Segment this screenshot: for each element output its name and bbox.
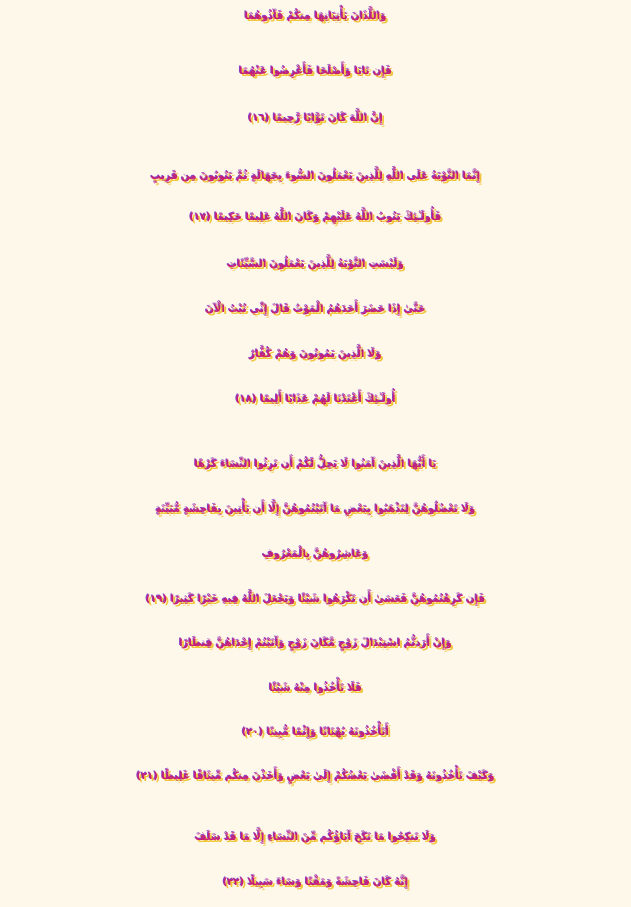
- verse-line: فَلَا تَأْخُذُوا مِنْهُ شَيْئًا: [269, 683, 362, 694]
- verse-line: وَلَيْسَتِ التَّوْبَةُ لِلَّذِينَ يَعْمَلُونَ السَّيِّئَاتِ: [227, 259, 404, 270]
- verse-line: وَلَا تَنكِحُوا مَا نَكَحَ آبَاؤُكُم مِّنَ النِّسَاءِ إِلَّا مَا قَدْ سَلَفَ: [194, 832, 437, 843]
- verse-line: أَتَأْخُذُونَهُ بُهْتَانًا وَإِثْمًا مُّبِينًا (٢٠): [241, 727, 389, 738]
- verse-line: فَأُولَـٰئِكَ يَتُوبُ اللَّهُ عَلَيْهِمْ وَكَانَ اللَّهُ عَلِيمًا حَكِيمًا (١٧): [189, 212, 442, 223]
- verse-line: يَا أَيُّهَا الَّذِينَ آمَنُوا لَا يَحِلُّ لَكُمْ أَن تَرِثُوا النِّسَاءَ كَرْهًا: [194, 459, 437, 470]
- verse-line: أُولَـٰئِكَ أَعْتَدْنَا لَهُمْ عَذَابًا أَلِيمًا (١٨): [235, 394, 396, 405]
- verse-line: إِنَّ اللَّهَ كَانَ تَوَّابًا رَّحِيمًا (١٦): [248, 113, 383, 124]
- verse-line: وَاللَّذَانَ يَأْتِيَانِهَا مِنكُمْ فَآذُوهُمَا: [244, 11, 387, 22]
- verse-line: وَلَا تَعْضُلُوهُنَّ لِتَذْهَبُوا بِبَعْضِ مَا آتَيْتُمُوهُنَّ إِلَّا أَن يَأْتِينَ بِفَاحِشَةٍ مُّبَيِّنَةٍ: [155, 504, 476, 515]
- verse-line: وَكَيْفَ تَأْخُذُونَهُ وَقَدْ أَفْضَىٰ بَعْضُكُمْ إِلَىٰ بَعْضٍ وَأَخَذْنَ مِنكُم مِّيثَاقًا غَلِيظًا (٢١): [136, 771, 495, 782]
- verse-line: فَإِن كَرِهْتُمُوهُنَّ فَعَسَىٰ أَن تَكْرَهُوا شَيْئًا وَيَجْعَلَ اللَّهُ فِيهِ خَيْرًا كَثِيرًا (١٩): [145, 594, 486, 605]
- verse-line: إِنَّهُ كَانَ فَاحِشَةً وَمَقْتًا وَسَاءَ سَبِيلًا (٢٢): [222, 877, 409, 888]
- verse-line: وَعَاشِرُوهُنَّ بِالْمَعْرُوفِ: [262, 549, 369, 560]
- verse-line: وَلَا الَّذِينَ يَمُوتُونَ وَهُمْ كُفَّارٌ: [249, 349, 382, 360]
- verse-line: وَإِنْ أَرَدتُّمُ اسْتِبْدَالَ زَوْجٍ مَّكَانَ زَوْجٍ وَآتَيْتُمْ إِحْدَاهُنَّ قِنطَارًا: [179, 638, 452, 649]
- verse-line: إِنَّمَا التَّوْبَةُ عَلَى اللَّهِ لِلَّذِينَ يَعْمَلُونَ السُّوءَ بِجَهَالَةٍ ثُمَّ يَتُوبُونَ مِن قَرِيبٍ: [150, 171, 481, 182]
- verse-line: حَتَّىٰ إِذَا حَضَرَ أَحَدَهُمُ الْمَوْتُ قَالَ إِنِّي تُبْتُ الْآنَ: [205, 304, 426, 315]
- verse-line: فَإِن تَابَا وَأَصْلَحَا فَأَعْرِضُوا عَنْهُمَا: [239, 66, 392, 77]
